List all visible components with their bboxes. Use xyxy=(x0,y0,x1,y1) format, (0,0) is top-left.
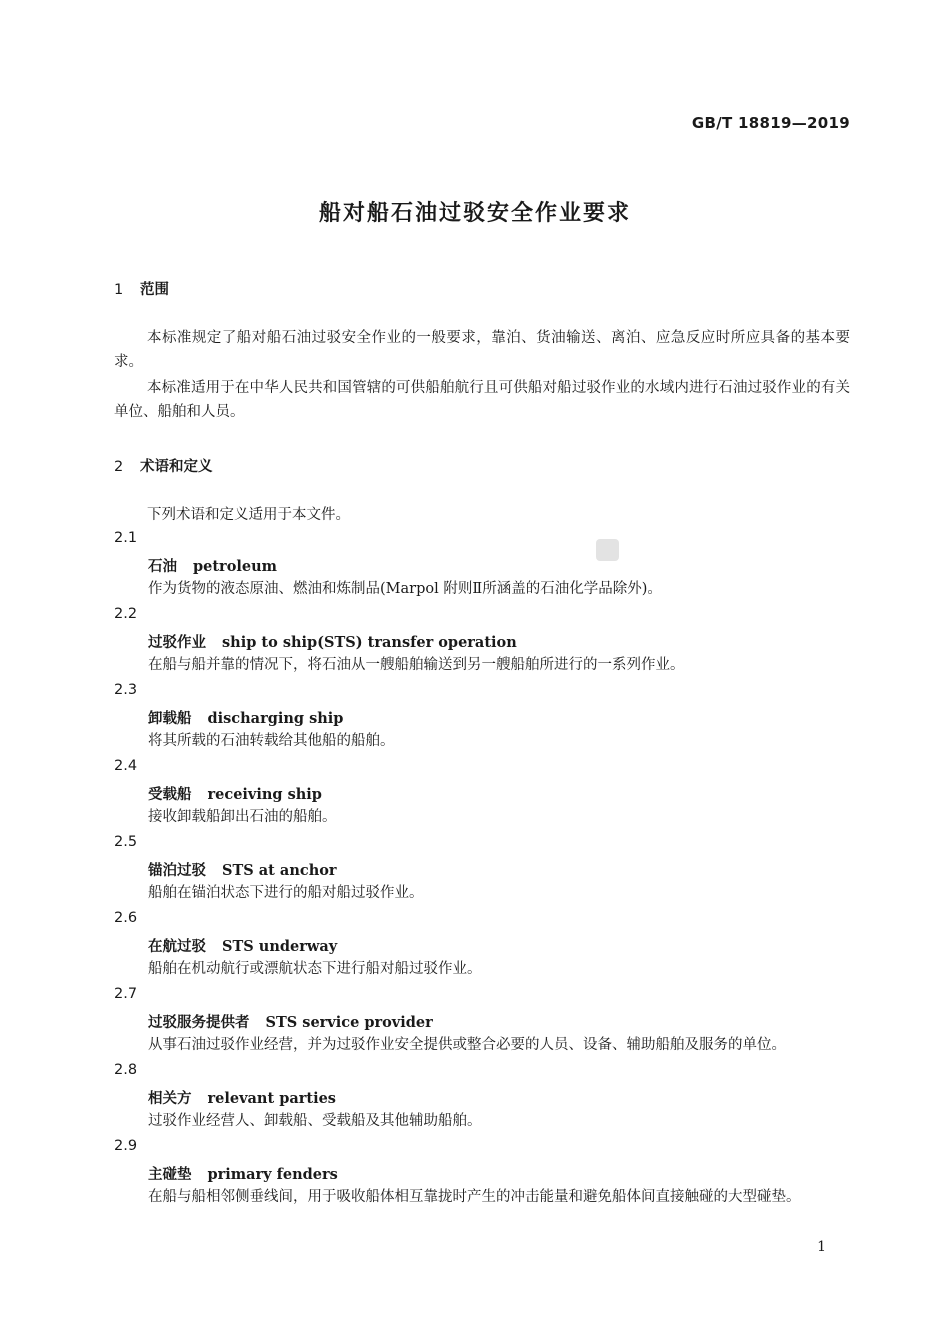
term-name xyxy=(148,1163,338,1184)
terms-intro: 下列术语和定义适用于本文件。 xyxy=(147,507,350,523)
term-definition: 在船与船并靠的情况下，将石油从一艘船舶输送到另一艘船舶所进行的一系列作业。 xyxy=(148,657,685,673)
term-number: 2.5 xyxy=(114,834,138,850)
term-english: STS service provider xyxy=(265,1014,433,1031)
term-name xyxy=(148,631,517,652)
term-name xyxy=(148,783,322,804)
term-definition: 从事石油过驳作业经营，并为过驳作业安全提供或整合必要的人员、设备、辅助船舶及服务的单位。 xyxy=(148,1037,786,1053)
term-name xyxy=(148,935,337,956)
term-name xyxy=(148,555,277,576)
standard-code: GB/T 18819—2019 xyxy=(691,114,850,132)
term-chinese: 相关方 xyxy=(148,1091,192,1107)
term-english: relevant parties xyxy=(207,1090,336,1107)
term-definition: 过驳作业经营人、卸载船、受载船及其他辅助船舶。 xyxy=(148,1113,482,1129)
term-number: 2.2 xyxy=(114,606,138,622)
term-name xyxy=(148,859,337,880)
term-definition: 作为货物的液态原油、燃油和炼制品(Marpol 附则Ⅱ所涵盖的石油化学品除外)。 xyxy=(148,581,662,597)
term-chinese: 过驳作业 xyxy=(148,635,206,651)
scan-mark xyxy=(596,539,619,561)
term-definition: 船舶在机动航行或漂航状态下进行船对船过驳作业。 xyxy=(148,961,482,977)
term-name xyxy=(148,707,343,728)
scope-paragraph-1: 本标准规定了船对船石油过驳安全作业的一般要求，靠泊、货油输送、离泊、应急反应时所应具备的基本要求。 xyxy=(114,330,850,370)
term-chinese: 石油 xyxy=(148,559,177,575)
section-title: 术语和定义 xyxy=(140,459,213,475)
term-name xyxy=(148,1087,336,1108)
term-number: 2.9 xyxy=(114,1138,138,1154)
section-heading-scope xyxy=(114,278,169,299)
term-number: 2.4 xyxy=(114,758,138,774)
term-number: 2.7 xyxy=(114,986,138,1002)
term-chinese: 卸载船 xyxy=(148,711,192,727)
term-english: STS underway xyxy=(222,938,338,955)
term-definition: 船舶在锚泊状态下进行的船对船过驳作业。 xyxy=(148,885,424,901)
term-chinese: 锚泊过驳 xyxy=(148,863,206,879)
term-english: ship to ship(STS) transfer operation xyxy=(222,634,517,651)
term-number: 2.8 xyxy=(114,1062,138,1078)
term-definition: 接收卸载船卸出石油的船舶。 xyxy=(148,809,337,825)
term-name xyxy=(148,1011,433,1032)
term-number: 2.6 xyxy=(114,910,138,926)
section-number: 1 xyxy=(114,282,124,298)
term-chinese: 受载船 xyxy=(148,787,192,803)
term-chinese: 过驳服务提供者 xyxy=(148,1015,250,1031)
term-number: 2.3 xyxy=(114,682,138,698)
term-definition: 将其所载的石油转载给其他船的船舶。 xyxy=(148,733,395,749)
scope-paragraph-2: 本标准适用于在中华人民共和国管辖的可供船舶航行且可供船对船过驳作业的水域内进行石油过驳作业的有关单位、船舶和人员。 xyxy=(114,380,850,420)
term-number: 2.1 xyxy=(114,530,138,546)
term-english: petroleum xyxy=(193,558,277,575)
page-number: 1 xyxy=(817,1239,826,1255)
term-english: STS at anchor xyxy=(222,862,337,879)
section-heading-terms xyxy=(114,455,213,476)
term-english: receiving ship xyxy=(207,786,322,803)
term-definition: 在船与船相邻侧垂线间，用于吸收船体相互靠拢时产生的冲击能量和避免船体间直接触碰的大型碰垫。 xyxy=(148,1189,801,1205)
section-title: 范围 xyxy=(140,282,169,298)
document-title: 船对船石油过驳安全作业要求 xyxy=(318,201,631,226)
section-number: 2 xyxy=(114,459,124,475)
term-chinese: 在航过驳 xyxy=(148,939,206,955)
term-chinese: 主碰垫 xyxy=(148,1167,192,1183)
term-english: discharging ship xyxy=(207,710,344,727)
term-english: primary fenders xyxy=(207,1166,338,1183)
